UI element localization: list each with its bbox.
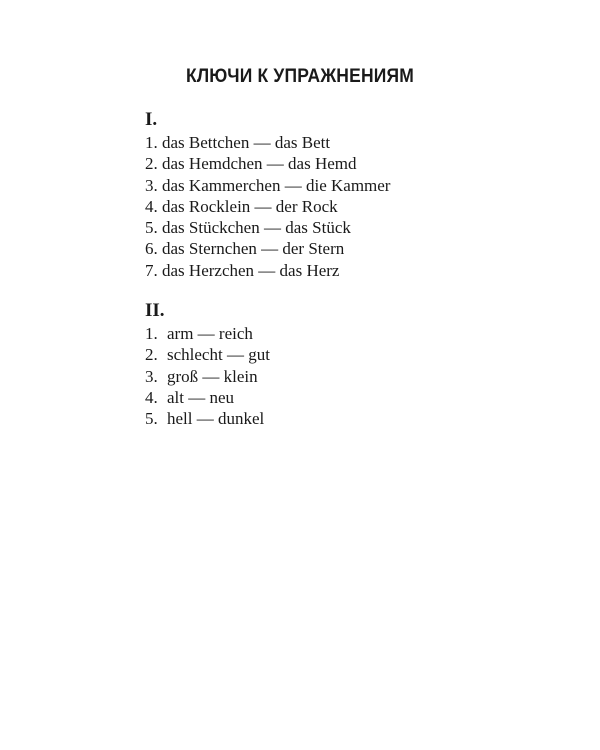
list-item: [145, 344, 545, 365]
list-item: 2. das Hemdchen — das Hemd: [145, 154, 357, 174]
item-number: 1.: [145, 324, 158, 344]
list-item: [145, 408, 545, 429]
page-title: КЛЮЧИ К УПРАЖНЕНИЯМ: [185, 66, 415, 87]
item-number: 4.: [145, 387, 158, 407]
list-item: 5. das Stückchen — das Stück: [145, 218, 351, 238]
item-text: schlecht — gut: [167, 345, 270, 365]
list-item: 7. das Herzchen — das Herz: [145, 260, 340, 280]
item-number: 2.: [145, 345, 158, 365]
section-gap: [145, 281, 545, 299]
content: [145, 108, 545, 430]
section-1-heading: I.: [145, 109, 158, 130]
item-text: arm — reich: [167, 324, 253, 344]
list-item: 4. das Rocklein — der Rock: [145, 196, 338, 216]
section-1-list: [145, 132, 545, 281]
list-item: 6. das Sternchen — der Stern: [145, 239, 345, 259]
item-text: hell — dunkel: [167, 409, 265, 429]
item-text: groß — klein: [167, 366, 258, 386]
item-number: 5.: [145, 409, 158, 429]
item-text: alt — neu: [167, 387, 235, 407]
list-item: [145, 366, 545, 387]
list-item: [145, 323, 545, 344]
item-number: 3.: [145, 366, 158, 386]
list-item: [145, 387, 545, 408]
list-item: 1. das Bettchen — das Bett: [145, 133, 331, 152]
section-2-heading: II.: [145, 300, 165, 322]
section-2-list: [145, 323, 545, 429]
list-item: 3. das Kammerchen — die Kammer: [145, 175, 391, 195]
